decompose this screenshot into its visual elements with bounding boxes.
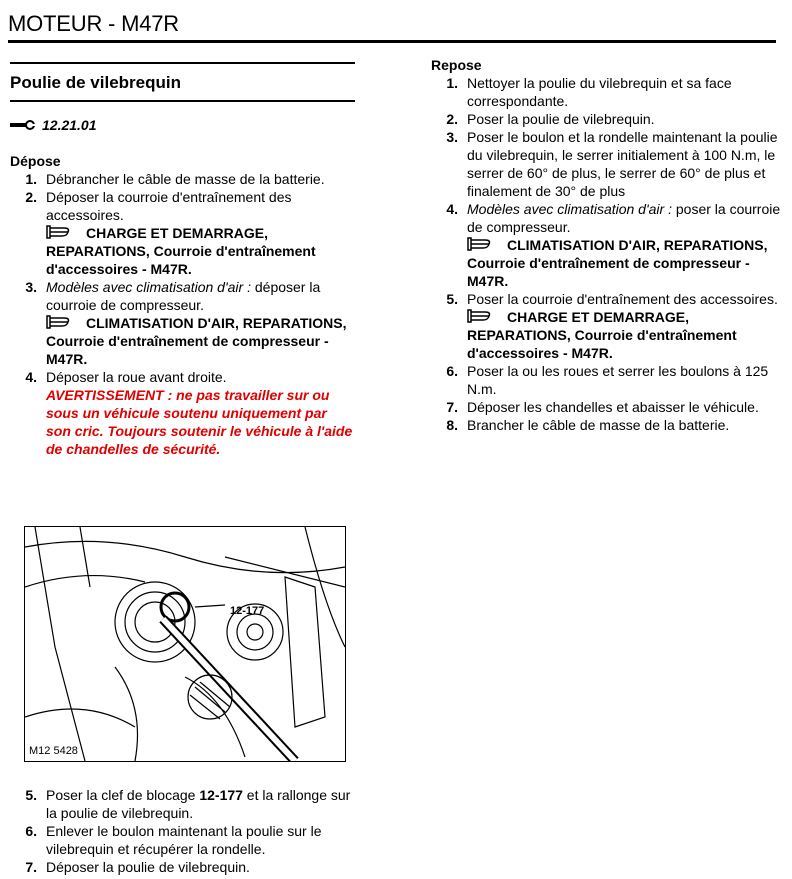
safety-warning: AVERTISSEMENT : ne pas travailler sur ou sous un véhicule soutenu uniquement par son cric. Toujours soutenir le véhicule à l'aide de chandelles de sécurité. <box>46 387 353 457</box>
pointing-hand-icon <box>467 237 493 251</box>
right-column <box>431 56 781 434</box>
figure-callout: 12-177 <box>230 605 265 617</box>
list-item: 1. Nettoyer la poulie du vilebrequin et sa face correspondante. <box>446 75 732 109</box>
repose-list <box>431 74 781 434</box>
pointing-hand-icon <box>46 225 72 239</box>
depose-list-continued <box>10 786 355 876</box>
cross-reference-link[interactable]: CLIMATISATION D'AIR, REPARATIONS, Courroie d'entraînement de compresseur - M47R. <box>46 315 347 367</box>
page-header-title: MOTEUR - M47R <box>8 11 179 36</box>
pointing-hand-icon <box>46 315 72 329</box>
list-item: 6. Enlever le boulon maintenant la poulie sur le vilebrequin et récupérer la rondelle. <box>25 823 322 857</box>
operation-code: 12.21.01 <box>42 117 97 133</box>
section-bottom-rule <box>10 100 355 102</box>
operation-reference <box>10 116 355 134</box>
list-item: 7. Déposer les chandelles et abaisser le véhicule. <box>446 399 759 415</box>
cross-reference-link[interactable]: CHARGE ET DEMARRAGE, REPARATIONS, Courroie d'entraînement d'accessoires - M47R. <box>467 309 737 361</box>
pointing-hand-icon <box>467 309 493 323</box>
engine-pulley-drawing <box>25 527 345 761</box>
list-item: 2. Déposer la courroie d'entraînement des accessoires. CHARGE ET DEMARRAGE, REPARATIONS, Courroie d'entraînement d'accessoires - M47R. <box>10 188 355 278</box>
left-column <box>10 62 355 458</box>
list-item: 1. Débrancher le câble de masse de la batterie. <box>25 171 325 187</box>
left-column-continued <box>10 786 355 876</box>
list-item: 4. Modèles avec climatisation d'air : poser la courroie de compresseur. CLIMATISATION D'AIR, REPARATIONS, Courroie d'entraînement de compresseur - M47R. <box>446 201 781 289</box>
list-item: 5. Poser la courroie d'entraînement des accessoires. CHARGE ET DEMARRAGE, REPARATIONS, Courroie d'entraînement d'accessoires - M47R. <box>431 290 781 362</box>
section-title: Poulie de vilebrequin <box>10 73 181 92</box>
list-item: 5. Poser la clef de blocage 12-177 et la rallonge sur la poulie de vilebrequin. <box>25 787 351 821</box>
header-rule <box>8 40 776 43</box>
repose-heading: Repose <box>431 57 482 73</box>
cross-reference-link[interactable]: CLIMATISATION D'AIR, REPARATIONS, Courroie d'entraînement de compresseur - M47R. <box>467 237 768 289</box>
list-item: 3. Poser le boulon et la rondelle maintenant la poulie du vilebrequin, le serrer initialement à 100 N.m, le serrer de 60° de plus, le serrer de 60° de plus et finalement de 30° de plus <box>446 129 778 199</box>
cross-reference-link[interactable]: CHARGE ET DEMARRAGE, REPARATIONS, Courroie d'entraînement d'accessoires - M47R. <box>46 225 316 277</box>
figure-label: M12 5428 <box>29 745 78 757</box>
list-item: 8. Brancher le câble de masse de la batterie. <box>446 417 730 433</box>
list-item: 4. Déposer la roue avant droite. AVERTISSEMENT : ne pas travailler sur ou sous un véhicule soutenu uniquement par son cric. Toujours soutenir le véhicule à l'aide de chandelles de sécurité. <box>10 368 355 458</box>
list-item: 6. Poser la ou les roues et serrer les boulons à 125 N.m. <box>446 363 769 397</box>
list-item: 7. Déposer la poulie de vilebrequin. <box>25 859 250 875</box>
wrench-icon <box>10 120 36 130</box>
list-item: 3. Modèles avec climatisation d'air : déposer la courroie de compresseur. CLIMATISATION D'AIR, REPARATIONS, Courroie d'entraînement de compresseur - M47R. <box>10 278 355 368</box>
depose-heading: Dépose <box>10 153 61 169</box>
list-item: 2. Poser la poulie de vilebrequin. <box>446 111 655 127</box>
depose-list <box>10 170 355 458</box>
technical-illustration <box>24 526 346 762</box>
